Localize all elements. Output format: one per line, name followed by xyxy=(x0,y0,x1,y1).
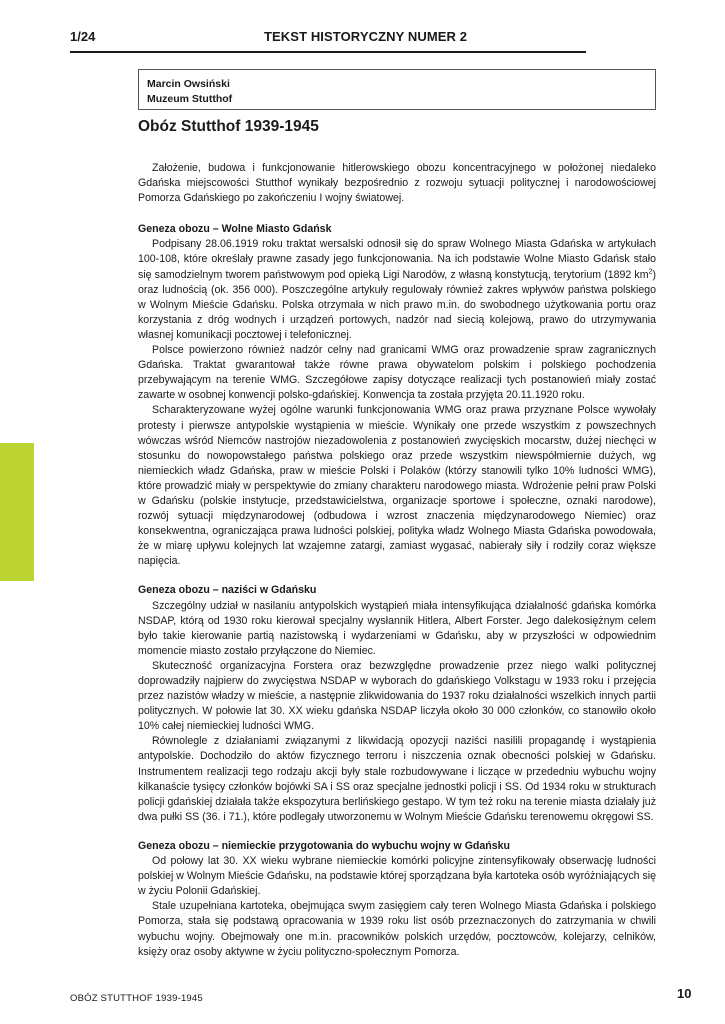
article-body xyxy=(138,161,656,960)
page-number: 10 xyxy=(677,986,692,1001)
author-name: Marcin Owsiński xyxy=(147,78,230,90)
header-divider xyxy=(70,51,586,53)
article-title: Obóz Stutthof 1939-1945 xyxy=(138,118,319,135)
section-nazis xyxy=(138,583,656,825)
superscript: 2 xyxy=(648,268,653,276)
section-heading: Geneza obozu – Wolne Miasto Gdańsk xyxy=(138,223,332,236)
paragraph: Od połowy lat 30. XX wieku wybrane niemieckie komórki policyjne zintensyfikowały obserwację ludności polskiej w Wolnym Mieście Gdańsku, na podstawie której sporządzana była kartoteka osób wyróżniających się w życiu Polonii Gdańskiej. xyxy=(138,855,656,898)
paragraph-text: ) oraz ludnością (ok. 356 000). Poszczególne artykuły regulowały również zakres wpływów państwa polskiego w Wolnym Mieście Gdańsku. Polska otrzymała w nich prawo m.in. do swobodnego użytkowania portu oraz korzystania z dróg wodnych i urządzeń portowych, nadzór nad siecią kolejową, prawo do utrzymywania własnej komunikacji pocztowej i telefonicznej. xyxy=(138,268,656,341)
author-affiliation: Muzeum Stutthof xyxy=(147,93,233,105)
section-free-city xyxy=(138,222,656,569)
paragraph: Scharakteryzowane wyżej ogólne warunki funkcjonowania WMG oraz prawa przyznane Polsce wywołały protesty i pierwsze antypolskie wystąpienia w mieście. Wynikały one przede wszystkim z powszechnych wówczas wśród Niemców nastrojów niezadowolenia z postanowień zwycięskich mocarstw, dużej niechęci w stosunku do nowopowstałego państwa polskiego oraz przede wszystkim niewspółmiernie dużych, wg niemieckich władz Gdańska, praw w mieście Polski i Polaków (którzy stanowili tylko 10% ludności WMG), które prowadzić miały w perspektywie do zmiany charakteru narodowego miasta. Wdrożenie pełni praw Polski w Gdańsku (polskie instytucje, przedstawicielstwa, organizacje sportowe i społeczne, oznaki narodowe), rozwój sytuacji międzynarodowej (odbudowa i wzrost znaczenia międzynarodowego Niemiec) oraz konsekwentna, ograniczająca prawa ludności polskiej, polityka władz Wolnego Miasta Gdańska powodowała, że w miarę upływu kolejnych lat wzajemne zatargi, zamiast wygasać, nabierały siły i rodziły coraz większe napięcia. xyxy=(138,404,656,568)
footer-running-title: OBÓZ STUTTHOF 1939-1945 xyxy=(70,993,203,1004)
section-preparations xyxy=(138,839,656,960)
document-header-title: TEKST HISTORYCZNY NUMER 2 xyxy=(264,29,468,44)
paragraph: Skuteczność organizacyjna Forstera oraz bezwzględne prowadzenie przez niego walki politycznej doprowadziły najpierw do zwycięstwa NSDAP w wyborach do gdańskiego Volkstagu w 1933 roku i przejęcia przez nazistów władzy w mieście, a następnie zlikwidowania do 1937 roku działalności wszelkich innych partii politycznych. W połowie lat 30. XX wieku gdańska NSDAP liczyła około 30 000 członków, co stanowiło około 10% całej niemieckiej ludności WMG. xyxy=(138,659,656,733)
paragraph: Szczególny udział w nasilaniu antypolskich wystąpień miała intensyfikująca działalność gdańska komórka NSDAP, którą od 1930 roku kierował specjalny wysłannik Hitlera, Albert Forster. Jego dalekosiężnym celem było takie kierowanie partią nazistowską i wydarzeniami w Gdańsku, aby w przyszłości w odpowiednim momencie miasto zostało przyłączone do Niemiec. xyxy=(138,599,656,657)
section-heading: Geneza obozu – naziści w Gdańsku xyxy=(138,584,317,597)
paragraph xyxy=(138,237,656,343)
page-indicator: 1/24 xyxy=(70,29,96,44)
paragraph: Polsce powierzono również nadzór celny nad granicami WMG oraz prowadzenie spraw zagranicznych Gdańska. Traktat gwarantował także równe prawa obywatelom polskim i polskiego pochodzenia przebywającym na terenie WMG. Szczegółowe zapisy dotyczące realizacji tych postanowień miały zostać zawarte w osobnej konwencji polsko-gdańskiej. Konwencja ta została przyjęta 20.11.1920 roku. xyxy=(138,344,656,402)
intro-paragraph: Założenie, budowa i funkcjonowanie hitlerowskiego obozu koncentracyjnego w położonej niedaleko Gdańska miejscowości Stutthof wynikały bezpośrednio z rozwoju sytuacji politycznej i narodowościowej Pomorza Gdańskiego po zakończeniu I wojny światowej. xyxy=(138,162,656,205)
author-box xyxy=(138,69,656,110)
paragraph: Równolegle z działaniami związanymi z likwidacją opozycji naziści nasilili propagandę i wystąpienia antypolskie. Dochodziło do aktów fizycznego terroru i niszczenia oznak obecności polskiej w Gdańsku. Instrumentem realizacji tego rodzaju akcji były stale rozbudowywane i liczące w przededniu wybuchu wojny kilkanaście tysięcy członków bojówki SA i SS oraz specjalne jednostki policji i SS. Od 1934 roku w strukturach policji gdańskiej działała także ekspozytura berlińskiego gestapo. W tym też roku na terenie miasta działały już dwa pułki SS (36. i 71.), które podlegały utworzonemu w Wolnym Mieście Gdańsku terenowemu okręgowi SS. xyxy=(138,735,656,823)
paragraph: Stale uzupełniana kartoteka, obejmująca swym zasięgiem cały teren Wolnego Miasta Gdańska i polskiego Pomorza, stała się podstawą opracowania w 1939 roku list osób przeznaczonych do zatrzymania w chwili wybuchu wojny. Obejmowały one m.in. pracowników polskich urzędów, pocztowców, kolejarzy, celników, księży oraz osoby aktywne w życiu polityczno-społecznym Pomorza. xyxy=(138,900,656,958)
paragraph-text: Podpisany 28.06.1919 roku traktat wersalski odnosił się do spraw Wolnego Miasta Gdańska w artykułach 100-108, które określały prawne zasady jego funkcjonowania. Na ich podstawie Wolne Miasto Gdańsk stało się samodzielnym tworem państwowym pod opieką Ligi Narodów, z własną konstytucją, terytorium (1892 km xyxy=(138,238,656,281)
side-accent-tab xyxy=(0,443,34,581)
section-heading: Geneza obozu – niemieckie przygotowania do wybuchu wojny w Gdańsku xyxy=(138,839,511,852)
